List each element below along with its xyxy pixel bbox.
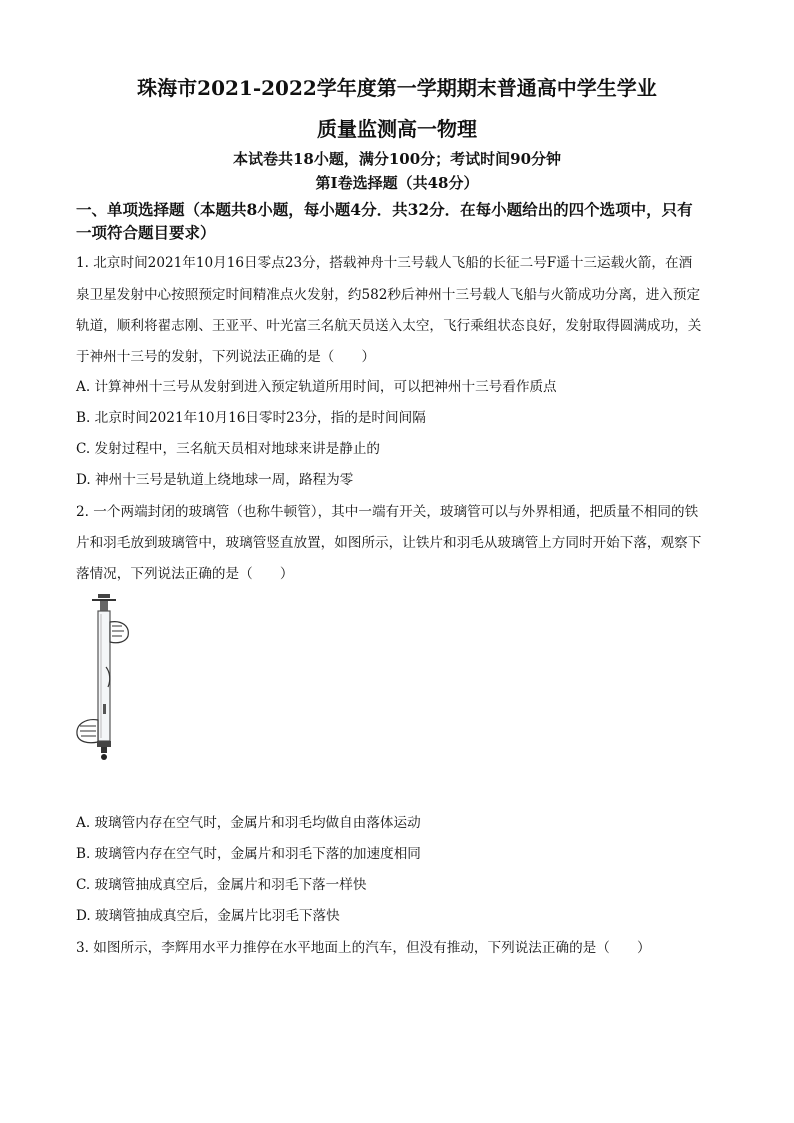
page-title-line2: 质量监测高一物理 bbox=[317, 117, 477, 141]
part-title: 第Ⅰ卷选择题（共48分） bbox=[315, 174, 479, 192]
q1-line: 轨道，顺利将翟志刚、王亚平、叶光富三名航天员送入太空，飞行乘组状态良好，发射取得圆满成功，关 bbox=[76, 318, 702, 334]
q1-option-a: A. 计算神州十三号从发射到进入预定轨道所用时间，可以把神州十三号看作质点 bbox=[76, 379, 557, 395]
exam-info: 本试卷共18小题，满分100分；考试时间90分钟 bbox=[232, 150, 562, 168]
bottom-hand-icon bbox=[77, 720, 98, 743]
newton-tube-figure bbox=[70, 592, 140, 764]
glass-tube bbox=[98, 611, 110, 741]
q1-option-c: C. 发射过程中，三名航天员相对地球来讲是静止的 bbox=[76, 441, 381, 457]
top-valve-icon bbox=[92, 594, 116, 611]
section-heading-line1: 一、单项选择题（本题共8小题，每小题4分．共32分．在每小题给出的四个选项中，只有 bbox=[76, 200, 693, 219]
q2-line: 2. 一个两端封闭的玻璃管（也称牛顿管），其中一端有开关，玻璃管可以与外界相通，把质量不相同的铁 bbox=[76, 504, 699, 520]
q2-line: 落情况，下列说法正确的是（ ） bbox=[76, 566, 294, 582]
page-title-line1: 珠海市2021-2022学年度第一学期期末普通高中学生学业 bbox=[137, 76, 657, 100]
q1-line: 泉卫星发射中心按照预定时间精准点火发射，约582秒后神州十三号载人飞船与火箭成功分离，进入预定 bbox=[76, 287, 701, 303]
q1-option-d: D. 神州十三号是轨道上绕地球一周，路程为零 bbox=[76, 472, 354, 488]
q2-line: 片和羽毛放到玻璃管中，玻璃管竖直放置，如图所示，让铁片和羽毛从玻璃管上方同时开始下落，观察下 bbox=[76, 535, 702, 551]
bottom-valve-icon bbox=[97, 741, 111, 760]
q1-option-b: B. 北京时间2021年10月16日零时23分，指的是时间间隔 bbox=[76, 410, 426, 426]
section-heading-line2: 一项符合题目要求） bbox=[76, 223, 216, 242]
q2-option-c: C. 玻璃管抽成真空后，金属片和羽毛下落一样快 bbox=[76, 877, 367, 893]
q3-line: 3. 如图所示，李辉用水平力推停在水平地面上的汽车，但没有推动，下列说法正确的是（ ） bbox=[76, 940, 651, 956]
q2-option-d: D. 玻璃管抽成真空后，金属片比羽毛下落快 bbox=[76, 908, 340, 924]
q1-line: 于神州十三号的发射，下列说法正确的是（ ） bbox=[76, 349, 376, 365]
q1-line: 1. 北京时间2021年10月16日零点23分，搭载神舟十三号载人飞船的长征二号F遥十三运载火箭，在酒 bbox=[76, 255, 693, 271]
q2-option-b: B. 玻璃管内存在空气时，金属片和羽毛下落的加速度相同 bbox=[76, 846, 421, 862]
iron-piece-icon bbox=[103, 704, 106, 714]
top-hand-icon bbox=[110, 622, 128, 643]
q2-option-a: A. 玻璃管内存在空气时，金属片和羽毛均做自由落体运动 bbox=[76, 815, 421, 831]
